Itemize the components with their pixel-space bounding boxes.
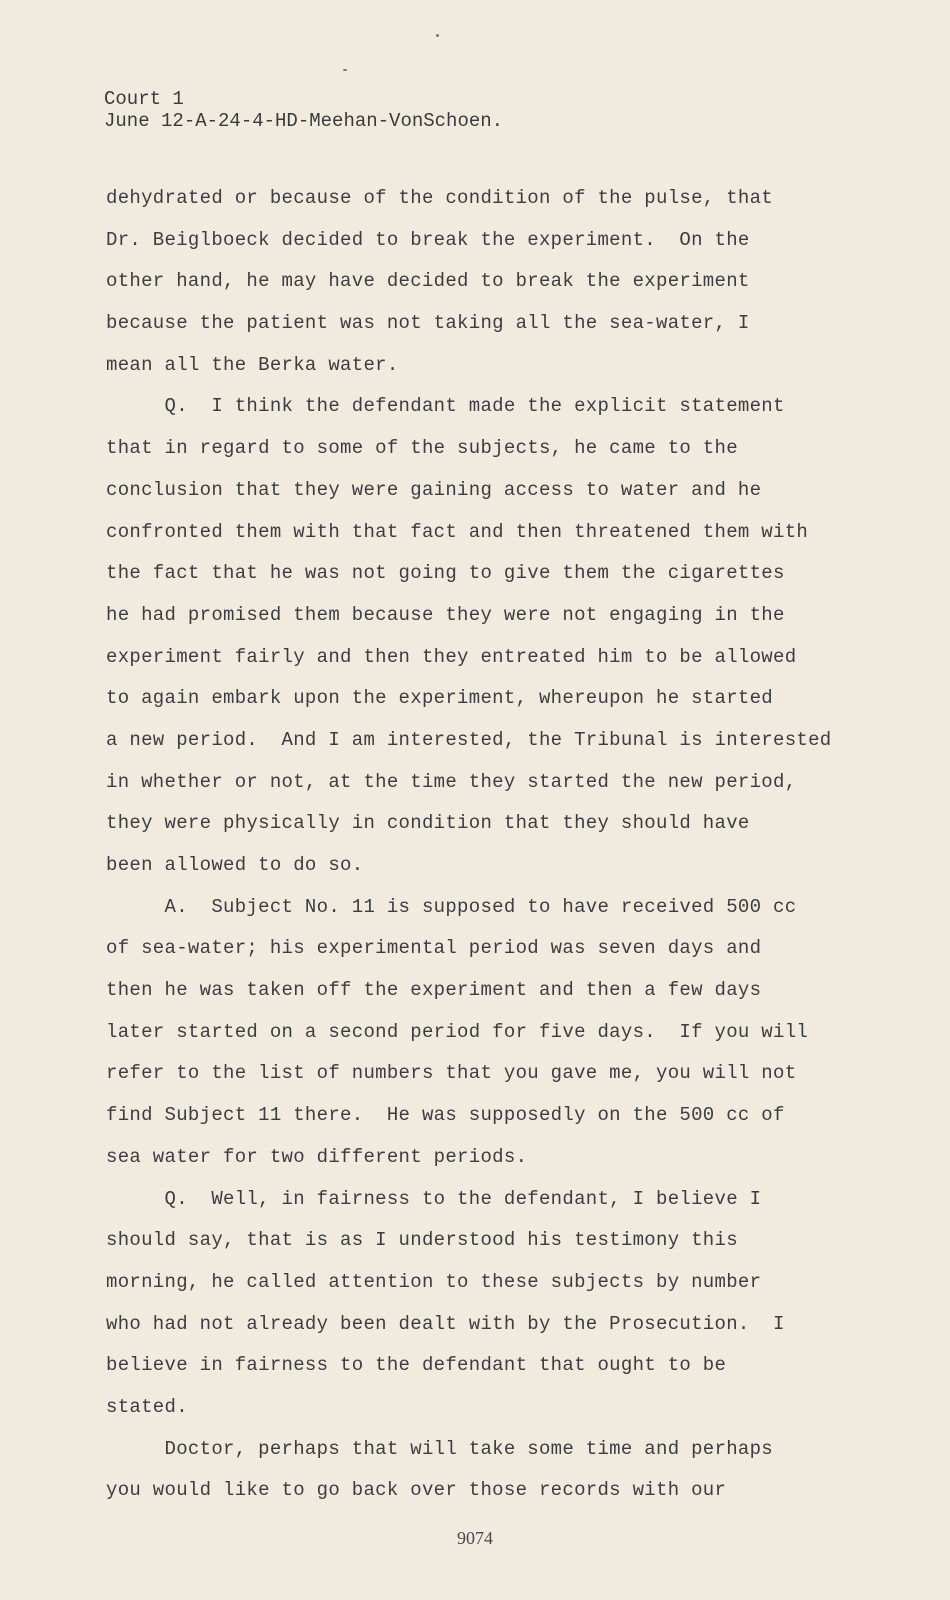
page-number: 9074 — [457, 1528, 493, 1548]
text-line: they were physically in condition that they should have — [106, 812, 750, 835]
text-line: A. Subject No. 11 is supposed to have received 500 cc — [106, 895, 797, 918]
header-court: Court 1 — [104, 88, 184, 110]
text-line: conclusion that they were gaining access to water and he — [106, 478, 762, 501]
text-line: dehydrated or because of the condition of the pulse, that — [106, 187, 774, 209]
text-line: because the patient was not taking all the sea-water, I — [106, 312, 750, 335]
text-line: refer to the list of numbers that you gave me, you will not — [106, 1062, 797, 1085]
text-line: mean all the Berka water. — [106, 353, 399, 376]
text-line: in whether or not, at the time they started the new period, — [106, 770, 797, 793]
text-line: you would like to go back over those records with our — [106, 1479, 727, 1502]
text-line: that in regard to some of the subjects, he came to the — [106, 437, 738, 460]
text-line: to again embark upon the experiment, whereupon he started — [106, 687, 774, 710]
text-line: later started on a second period for five days. If you will — [106, 1020, 809, 1043]
text-line: of sea-water; his experimental period was seven days and — [106, 937, 762, 960]
text-line: who had not already been dealt with by the Prosecution. I — [106, 1312, 785, 1335]
text-line: then he was taken off the experiment and then a few days — [106, 979, 762, 1002]
text-line: stated. — [106, 1395, 188, 1418]
header-reference: June 12-A-24-4-HD-Meehan-VonSchoen. — [104, 110, 504, 132]
text-line: Q. I think the defendant made the explicit statement — [106, 395, 785, 418]
text-line: other hand, he may have decided to break the experiment — [106, 270, 750, 293]
text-line: should say, that is as I understood his testimony this — [106, 1229, 738, 1252]
text-line: been allowed to do so. — [106, 854, 364, 876]
text-line: confronted them with that fact and then threatened them with — [106, 520, 809, 543]
text-line: a new period. And I am interested, the Tribunal is interested — [106, 728, 832, 751]
text-line: believe in fairness to the defendant that ought to be — [106, 1354, 727, 1377]
paper-speck — [436, 34, 439, 37]
text-line: sea water for two different periods. — [106, 1145, 528, 1168]
text-line: morning, he called attention to these subjects by number — [106, 1270, 762, 1293]
text-line: Dr. Beiglboeck decided to break the experiment. On the — [106, 228, 750, 251]
paper-speck — [343, 69, 347, 71]
text-line: Doctor, perhaps that will take some time and perhaps — [106, 1437, 774, 1460]
text-line: the fact that he was not going to give them the cigarettes — [106, 562, 785, 585]
document-header — [104, 88, 503, 132]
transcript-body — [106, 178, 886, 1512]
text-line: he had promised them because they were not engaging in the — [106, 603, 785, 626]
text-line: experiment fairly and then they entreated him to be allowed — [106, 645, 797, 668]
text-line: find Subject 11 there. He was supposedly on the 500 cc of — [106, 1104, 785, 1127]
text-line: Q. Well, in fairness to the defendant, I believe I — [106, 1187, 762, 1210]
